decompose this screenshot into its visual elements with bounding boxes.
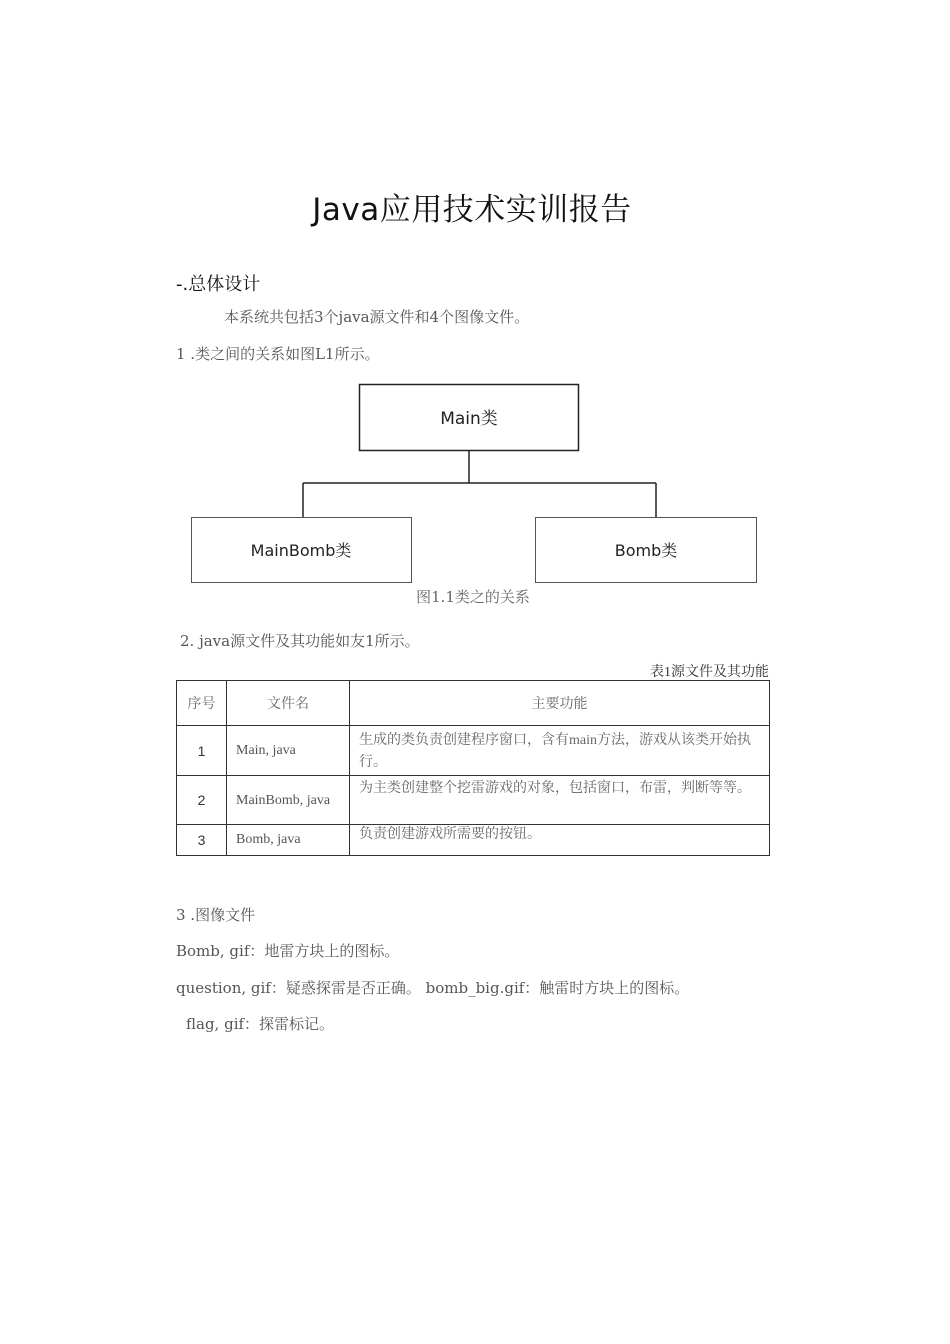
item-2-text: 2. java源文件及其功能如友1所示。 [180,632,420,650]
row-function: 负责创建游戏所需要的按钮。 [350,825,770,856]
row-filename: Bomb, java [227,825,350,856]
source-files-table [176,680,770,856]
row-number: 3 [177,825,227,856]
header-filename: 文件名 [227,681,350,726]
image-file-line: flag, gif：探雷标记。 [186,1015,335,1033]
row-function: 生成的类负责创建程序窗口，含有main方法，游戏从该类开始执行。 [350,726,770,776]
intro-paragraph: 本系统共包括3个java源文件和4个图像文件。 [224,308,530,326]
figure-caption: 图1.1类之的关系 [416,588,530,606]
row-number: 2 [177,776,227,825]
table-row [177,825,770,856]
image-file-line: question, gif：疑惑探雷是否正确。 bomb_big.gif：触雷时方块上的图标。 [176,979,690,997]
bomb-class-label: Bomb类 [614,541,678,560]
item-3-text: 3 .图像文件 [176,906,256,924]
class-relationship-diagram [190,383,760,585]
image-file-line: Bomb, gif：地雷方块上的图标。 [176,942,400,960]
row-function: 为主类创建整个挖雷游戏的对象，包括窗口，布雷，判断等等。 [350,776,770,825]
item-1-text: 1 .类之间的关系如图L1所示。 [176,345,380,363]
table-header-row [177,681,770,726]
main-class-label: Main类 [440,409,498,429]
table-row [177,726,770,776]
page-title: Java应用技术实训报告 [312,192,632,228]
table-caption: 表1源文件及其功能 [650,665,769,680]
section-heading: -.总体设计 [176,274,261,295]
row-filename: MainBomb, java [227,776,350,825]
row-number: 1 [177,726,227,776]
mainbomb-class-label: MainBomb类 [250,541,352,560]
header-function: 主要功能 [350,681,770,726]
header-number: 序号 [177,681,227,726]
row-filename: Main, java [227,726,350,776]
table-row [177,776,770,825]
